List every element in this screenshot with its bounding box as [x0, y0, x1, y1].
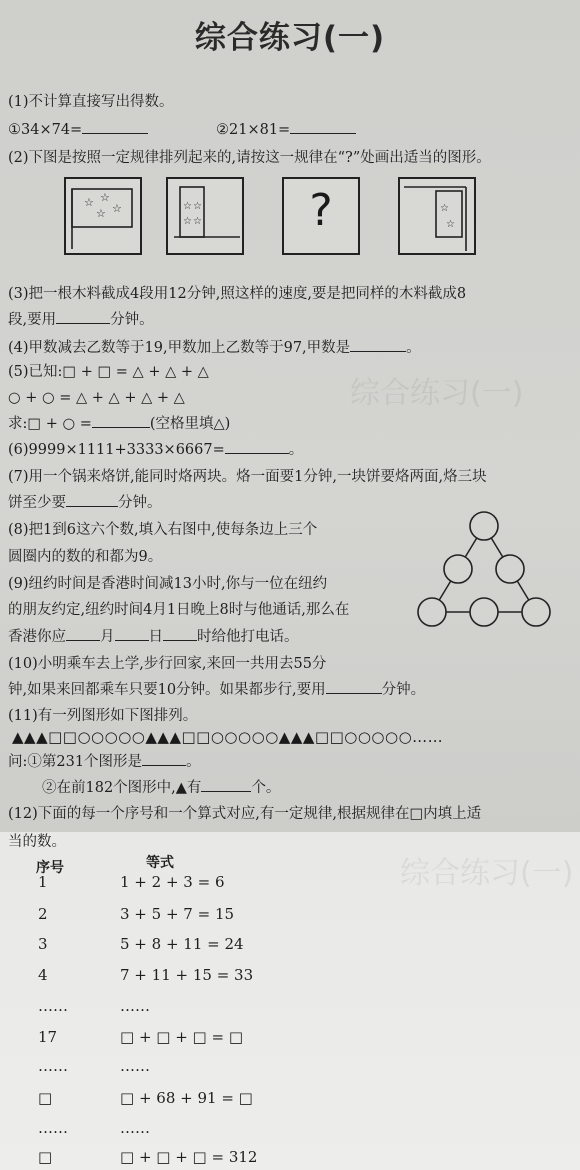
q11-ask1a: 问:①第231个图形是	[8, 754, 143, 770]
table-row-index: ……	[38, 1057, 68, 1075]
table-row-formula: ……	[120, 1057, 150, 1075]
table-row-index: ……	[38, 1119, 68, 1137]
q5-line3a: 求:□ + ○ =	[8, 416, 92, 432]
q5-blank[interactable]	[92, 427, 150, 428]
table-header-formula: 等式	[146, 855, 174, 871]
table-row-formula: 1 + 2 + 3 = 6	[120, 873, 225, 891]
q5-line1: (5)已知:□ + □ = △ + △ + △	[8, 364, 209, 380]
q11-ask1	[8, 752, 201, 772]
q4-a: (4)甲数减去乙数等于19,甲数加上乙数等于97,甲数是	[8, 340, 351, 356]
q5-line2: ○ + ○ = △ + △ + △ + △	[8, 390, 185, 406]
q9-line3c: 日	[148, 629, 163, 645]
q8-line1: (8)把1到6这六个数,填入右图中,使每条边上三个	[8, 522, 318, 538]
q7-line1: (7)用一个锅来烙饼,能同时烙两块。烙一面要1分钟,一块饼要烙两面,烙三块	[8, 469, 487, 485]
table-row-index: 4	[38, 966, 48, 984]
q3-line2a: 段,要用	[8, 312, 57, 328]
flag-stars-vertical-icon	[168, 179, 242, 253]
circle-bottom-right[interactable]	[522, 598, 550, 626]
table-row-index: 1	[38, 873, 48, 891]
q4-blank[interactable]	[350, 351, 406, 352]
circle-bottom-mid[interactable]	[470, 598, 498, 626]
q11-shape-sequence: ▲▲▲□□○○○○○▲▲▲□□○○○○○▲▲▲□□○○○○○……	[12, 728, 444, 746]
table-row-formula: 5 + 8 + 11 = 24	[120, 935, 244, 953]
q3-blank[interactable]	[56, 323, 110, 324]
table-header-index: 序号	[36, 860, 64, 876]
q2-figure-row	[64, 177, 484, 257]
q9-line3b: 月	[100, 629, 115, 645]
q3-line2	[8, 310, 154, 330]
page-title: 综合练习(一)	[194, 20, 386, 56]
pattern-figure-question[interactable]	[282, 177, 360, 255]
circle-triangle-diagram	[412, 508, 572, 638]
svg-text:☆: ☆	[183, 216, 192, 227]
q3-line1: (3)把一根木料截成4段用12分钟,照这样的速度,要是把同样的木料截成8	[8, 286, 467, 302]
circle-left-mid[interactable]	[444, 555, 472, 583]
q7-line2	[8, 493, 162, 513]
table-row-index: 17	[38, 1028, 58, 1046]
q7-line2a: 饼至少要	[8, 495, 66, 511]
q7-blank[interactable]	[66, 506, 118, 507]
svg-text:☆: ☆	[96, 207, 106, 220]
q9-month-blank[interactable]	[66, 640, 100, 641]
q6-blank[interactable]	[225, 453, 289, 454]
q11-blank-1[interactable]	[142, 765, 186, 766]
q12-line1: (12)下面的每一个序号和一个算式对应,有一定规律,根据规律在□内填上适	[8, 806, 482, 822]
table-row-formula[interactable]: □ + □ + □ = 312	[120, 1148, 258, 1166]
pattern-figure-2	[166, 177, 244, 255]
q9-line1: (9)纽约时间是香港时间减13小时,你与一位在纽约	[8, 576, 328, 592]
table-row-formula: ……	[120, 1119, 150, 1137]
svg-text:☆: ☆	[84, 196, 94, 209]
q1-b-text: ②21×81=	[216, 122, 291, 138]
table-row-index[interactable]: □	[38, 1148, 53, 1166]
q6-end: 。	[288, 442, 304, 458]
q5-line3b: (空格里填△)	[149, 416, 231, 432]
table-row-index: 3	[38, 935, 48, 953]
q5-line3	[8, 414, 230, 434]
bleed-through-title: 综合练习(一)	[350, 376, 524, 411]
circle-bottom-left[interactable]	[418, 598, 446, 626]
table-row-formula[interactable]: □ + 68 + 91 = □	[120, 1089, 253, 1107]
svg-text:☆: ☆	[112, 202, 122, 215]
q11-ask2	[42, 778, 280, 798]
table-row-formula: 7 + 11 + 15 = 33	[120, 966, 254, 984]
q1-heading: (1)不计算直接写出得数。	[8, 94, 174, 110]
svg-text:☆: ☆	[100, 191, 110, 204]
q1-a-text: ①34×74=	[8, 122, 83, 138]
table-row-formula: 3 + 5 + 7 = 15	[120, 905, 235, 923]
q10-line2a: 钟,如果来回都乘车只要10分钟。如果都步行,要用	[8, 682, 326, 698]
flag-stars-icon	[66, 179, 140, 253]
svg-text:☆: ☆	[183, 201, 192, 212]
q7-line2b: 分钟。	[118, 495, 162, 511]
q1-b-blank[interactable]	[290, 133, 356, 134]
pattern-figure-4	[398, 177, 476, 255]
q1-part-a	[8, 120, 148, 140]
q8-line2: 圆圈内的数的和都为9。	[8, 549, 163, 565]
q6-text	[8, 440, 303, 460]
table-row-formula: ……	[120, 997, 150, 1015]
q1-a-blank[interactable]	[82, 133, 148, 134]
q6-expression: (6)9999×1111+3333×6667=	[8, 442, 225, 458]
q3-line2b: 分钟。	[110, 312, 154, 328]
q9-line2: 的朋友约定,纽约时间4月1日晚上8时与他通话,那么在	[8, 602, 350, 618]
q9-day-blank[interactable]	[115, 640, 149, 641]
q4-b: 。	[406, 340, 421, 356]
flag-stars-right-icon	[400, 179, 474, 253]
q10-line1: (10)小明乘车去上学,步行回家,来回一共用去55分	[8, 656, 327, 672]
q9-line3d: 时给他打电话。	[197, 629, 299, 645]
q10-line2b: 分钟。	[381, 682, 426, 698]
q9-line3	[8, 627, 299, 647]
q1-part-b	[216, 120, 356, 140]
q11-ask1b: 。	[186, 754, 201, 770]
table-row-index[interactable]: □	[38, 1089, 53, 1107]
table-row-index: ……	[38, 997, 68, 1015]
q9-line3a: 香港你应	[8, 629, 66, 645]
pattern-figure-1	[64, 177, 142, 255]
svg-text:☆: ☆	[193, 216, 202, 227]
q11-blank-2[interactable]	[201, 791, 251, 792]
q11-ask2b: 个。	[251, 780, 281, 796]
svg-text:☆: ☆	[440, 203, 449, 214]
bleed-through-title-lower: 综合练习(一)	[400, 856, 574, 891]
q11-ask2a: ②在前182个图形中,▲有	[42, 780, 202, 796]
svg-text:☆: ☆	[193, 201, 202, 212]
question-mark: ?	[309, 185, 333, 236]
q12-line2: 当的数。	[8, 834, 66, 850]
q10-line2	[8, 680, 425, 700]
table-row-formula[interactable]: □ + □ + □ = □	[120, 1028, 244, 1046]
q10-blank[interactable]	[326, 693, 382, 694]
q2-text: (2)下图是按照一定规律排列起来的,请按这一规律在“?”处画出适当的图形。	[8, 150, 491, 166]
circle-right-mid[interactable]	[496, 555, 524, 583]
table-row-index: 2	[38, 905, 48, 923]
q11-heading: (11)有一列图形如下图排列。	[8, 708, 198, 724]
q9-hour-blank[interactable]	[163, 640, 197, 641]
svg-text:☆: ☆	[446, 219, 455, 230]
q4-text	[8, 338, 421, 358]
circle-top[interactable]	[470, 512, 498, 540]
